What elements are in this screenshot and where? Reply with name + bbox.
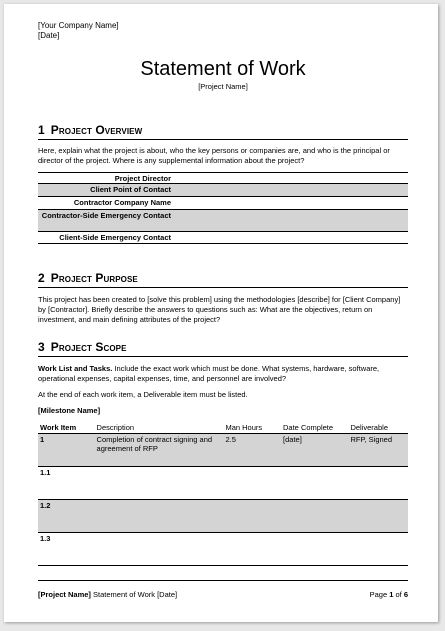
contact-label: Contractor Company Name xyxy=(73,198,171,207)
cell-hours xyxy=(223,467,281,499)
footer-page xyxy=(370,590,408,599)
page-of: of xyxy=(393,590,404,599)
table-row xyxy=(38,500,408,533)
work-table-header xyxy=(38,422,408,434)
cell-date xyxy=(281,467,348,499)
company-name: [Your Company Name] xyxy=(38,21,119,30)
contacts-table xyxy=(38,172,408,244)
section-1-text: Here, explain what the project is about, who the key persons or companies are, and who is the principal or director of the project. Where is any supplemental information about the project? xyxy=(38,146,390,165)
cell-hours xyxy=(223,500,281,532)
cell-item: 1.2 xyxy=(40,501,51,510)
cell-deliverable xyxy=(348,500,408,532)
table-row xyxy=(38,467,408,500)
worklist-body: Include the exact work which must be done. What systems, hardware, software, operational expenses, capital expenses, time, and personnel are involved? xyxy=(38,364,380,383)
section-1-title: Project Overview xyxy=(50,123,143,137)
header-date: [Date] xyxy=(38,31,60,40)
cell-date xyxy=(281,533,348,565)
contact-row xyxy=(38,232,408,244)
deliverable-note: At the end of each work item, a Deliverable item must be listed. xyxy=(38,390,248,399)
footer-left xyxy=(38,590,177,599)
cell-deliverable xyxy=(348,533,408,565)
cell-item: 1.3 xyxy=(40,534,51,543)
contact-row xyxy=(38,210,408,232)
section-2-number: 2 xyxy=(38,271,45,285)
cell-hours xyxy=(223,533,281,565)
cell-desc xyxy=(95,467,224,499)
table-row xyxy=(38,533,408,566)
work-table xyxy=(38,422,408,566)
footer-doc: Statement of Work [Date] xyxy=(90,590,178,599)
page-prefix: Page xyxy=(369,590,390,599)
cell-desc xyxy=(95,500,224,532)
section-2-text: This project has been created to [solve this problem] using the methodologies [describe] for [Client Company] by [Contractor]. Briefly describe the answers to questions such as: What are the objectives, return on investment, and main defining attributes of the project? xyxy=(38,295,401,324)
document-title: Statement of Work xyxy=(140,58,306,80)
table-row xyxy=(38,434,408,467)
contact-label: Project Director xyxy=(114,174,171,183)
cell-date xyxy=(281,500,348,532)
section-3-number: 3 xyxy=(38,340,45,354)
cell-hours: 2.5 xyxy=(225,435,236,444)
section-1-heading xyxy=(38,123,408,140)
contact-label: Client Point of Contact xyxy=(90,185,171,194)
col-deliverable: Deliverable xyxy=(350,423,388,432)
cell-item: 1 xyxy=(40,435,45,444)
page-footer xyxy=(38,580,408,599)
cell-date: [date] xyxy=(283,435,302,444)
col-man-hours: Man Hours xyxy=(225,423,263,432)
company-block xyxy=(38,21,119,41)
document-page xyxy=(4,4,438,622)
worklist-bold: Work List and Tasks. xyxy=(38,364,113,373)
col-date-complete: Date Complete xyxy=(283,423,334,432)
contact-label: Contractor-Side Emergency Contact xyxy=(41,211,171,220)
page-number: 1 xyxy=(389,590,394,599)
cell-item: 1.1 xyxy=(40,468,51,477)
contact-row xyxy=(38,197,408,210)
section-2-heading xyxy=(38,271,408,288)
milestone-name: [Milestone Name] xyxy=(38,406,101,415)
col-description: Description xyxy=(96,423,135,432)
section-2-title: Project Purpose xyxy=(50,271,138,285)
cell-deliverable xyxy=(348,467,408,499)
document-subtitle: [Project Name] xyxy=(198,82,248,91)
cell-deliverable: RFP, Signed xyxy=(350,435,393,444)
contact-row xyxy=(38,172,408,184)
footer-project: [Project Name] xyxy=(38,590,91,599)
contact-row xyxy=(38,184,408,197)
page-total: 6 xyxy=(403,590,408,599)
col-work-item: Work Item xyxy=(40,423,77,432)
cell-desc xyxy=(95,533,224,565)
cell-desc: Completion of contract signing and agreement of RFP xyxy=(96,435,213,453)
worklist-text xyxy=(38,364,408,384)
section-3-heading xyxy=(38,340,408,357)
contact-label: Client-Side Emergency Contact xyxy=(59,233,171,242)
section-3-title: Project Scope xyxy=(50,340,127,354)
section-1-number: 1 xyxy=(38,123,45,137)
